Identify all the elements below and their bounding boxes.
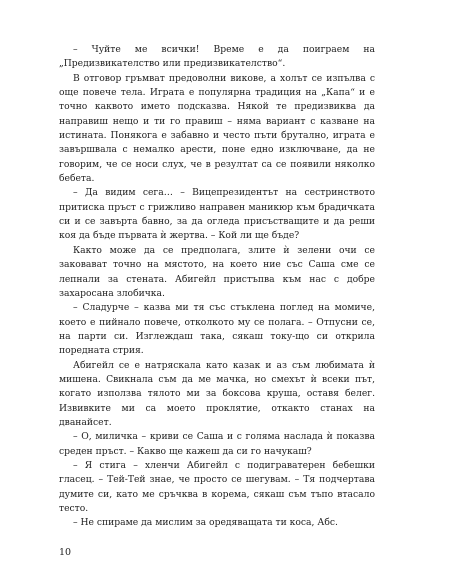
paragraph: – О, миличка – криви се Саша и с голяма наслада ѝ показва среден пръст. – Какво ще кажеш да си го начукаш? [59, 431, 375, 457]
paragraph: – Чуйте ме всички! Време е да поиграем на „Предизвикателство или предизвикателство“. [59, 44, 375, 70]
body-text [59, 43, 375, 531]
paragraph: Както може да се предполага, злите ѝ зелени очи се заковават точно на мястото, на което ние със Саша сме се лепнали за стената. Абигейл пристъпва към нас с добре захаросана злобичка. [59, 244, 375, 299]
paragraph: – Да видим сега… – Вицепрезидентът на сестринството притиска пръст с грижливо направен маникюр към брадичката си и се завърта бавно, за да огледа присъстващите и да реши коя да бъде първата ѝ жертва. – Кой ли ще бъде? [59, 187, 375, 242]
paragraph: – Не спираме да мислим за оредяващата ти коса, Абс. [73, 517, 338, 529]
paragraph: В отговор гръмват предоволни викове, а холът се изпълва с още повече тела. Играта е популярна традиция на „Капа“ и е точно каквото името подсказва. Някой те предизвиква да направиш нещо и ти го правиш – няма вариант с казване на истината. Понякога е забавно и често пъти брутално, играта е завършвала с немалко арести, поне едно изключване, да не говорим, че се носи слух, че в резултат са се появили няколко бебета. [59, 72, 375, 185]
paragraph: – Я стига – хленчи Абигейл с подиграватерен бебешки гласец. – Тей-Тей знае, че просто се шегувам. – Тя подчертава думите си, като ме сръчква в корема, сякаш съм тъпо втасало тесто. [59, 459, 375, 514]
paragraph: Абигейл се е натряскала като казак и аз съм любимата ѝ мишена. Свикнала съм да ме мачка, но смехът ѝ всеки път, когато използва тялото ми за боксова круша, оставя белег. Извивките ми са моето проклятие, откакто станах на дванайсет. [59, 359, 375, 428]
paragraph: – Сладурче – казва ми тя със стъклена поглед на момиче, което е пийнало повече, отколкото му се полага. – Отпусни се, на парти си. Изглеждаш така, сякаш току-що си открила поредната стрия. [59, 302, 375, 357]
page-number: 10 [59, 547, 72, 558]
